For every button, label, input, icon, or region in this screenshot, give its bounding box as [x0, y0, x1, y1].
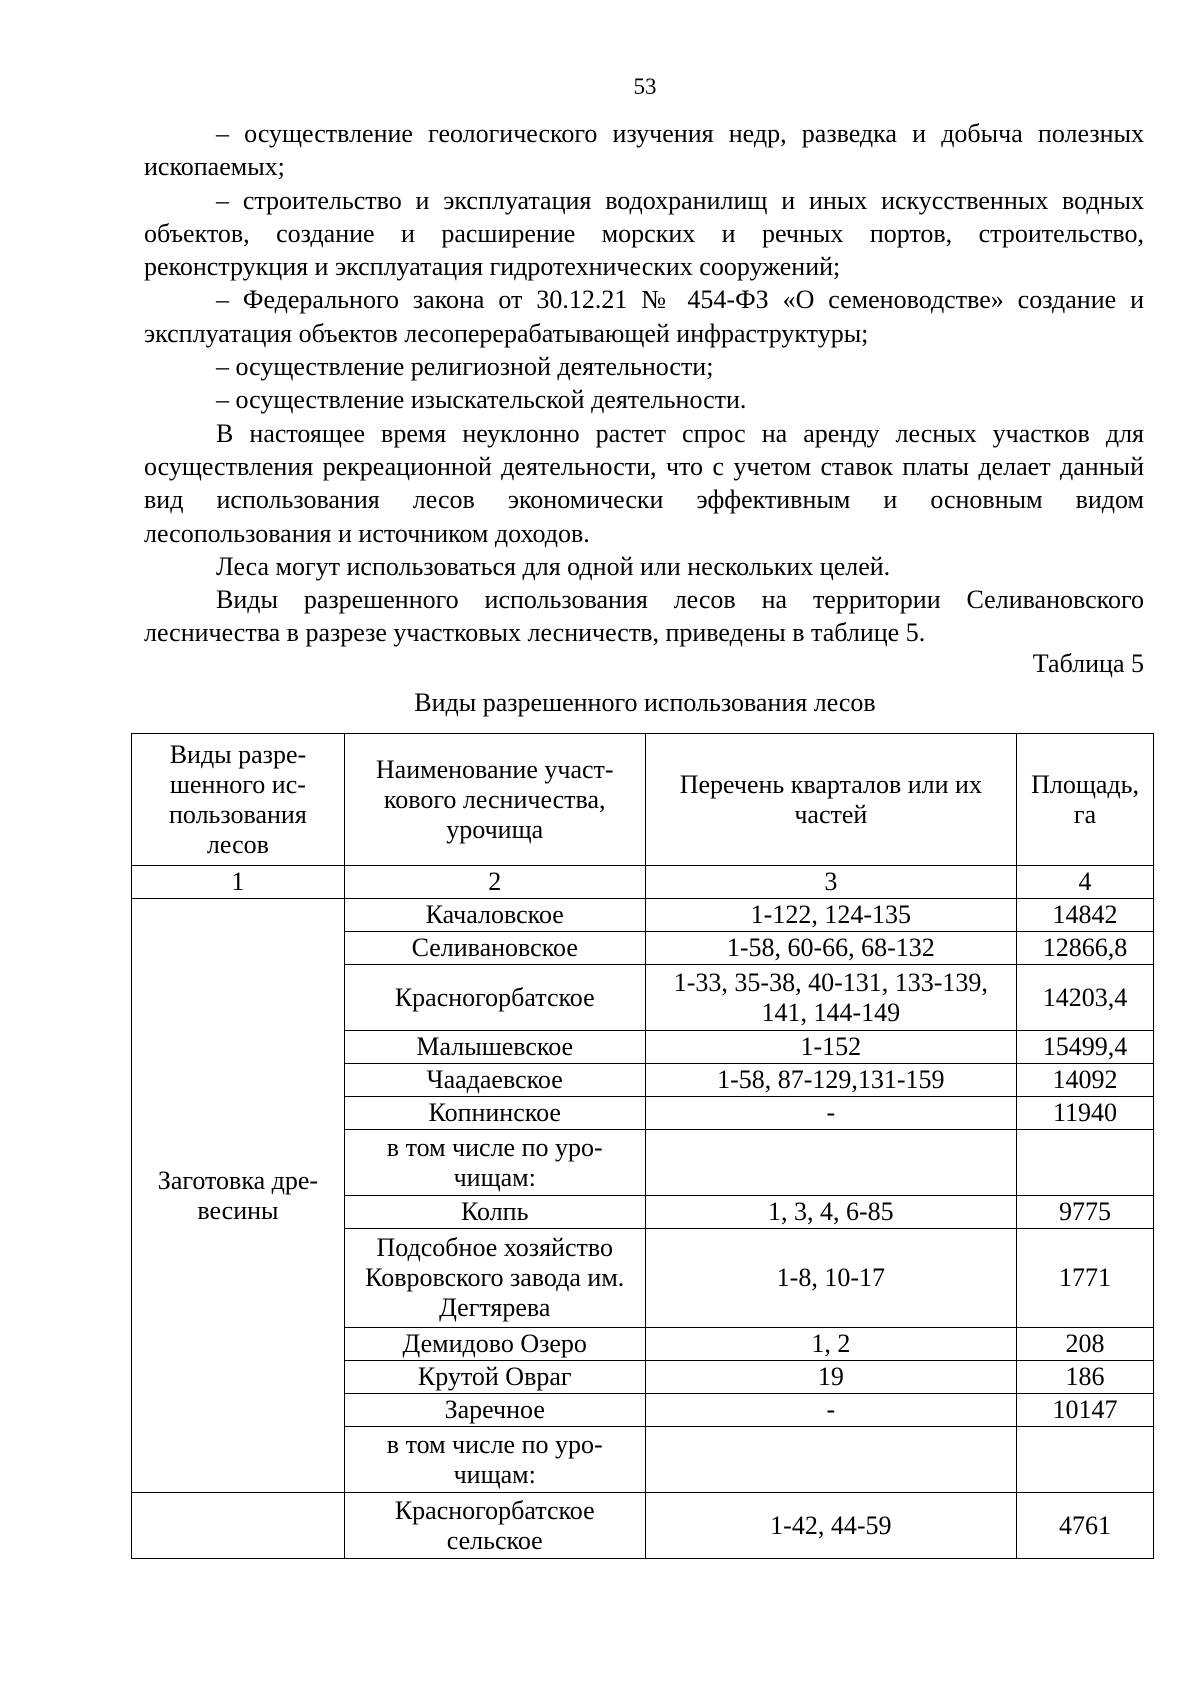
quarters: 1, 3, 4, 6-85 [645, 1196, 1016, 1229]
use-type-cell: Заготовка дре-весины [132, 899, 345, 1493]
area: 14092 [1017, 1064, 1154, 1097]
area: 186 [1017, 1361, 1154, 1394]
forestry-name: Колпь [344, 1196, 645, 1229]
quarters [645, 1130, 1016, 1196]
forestry-name: Красногорбатское сельское [344, 1493, 645, 1559]
forestry-name: Чаадаевское [344, 1064, 645, 1097]
quarters: - [645, 1097, 1016, 1130]
forestry-name: Крутой Овраг [344, 1361, 645, 1394]
quarters: 19 [645, 1361, 1016, 1394]
quarters: - [645, 1394, 1016, 1427]
header-cell: Наименование участ-кового лесничества, урочища [344, 734, 645, 866]
paragraph: – осуществление геологического изучения недр, разведка и добыча полезных ископаемых; [144, 119, 1144, 182]
quarters: 1-33, 35-38, 40-131, 133-139, 141, 144-149 [645, 965, 1016, 1031]
forestry-name: Подсобное хозяйство Ковровского завода им. Дегтярева [344, 1229, 645, 1328]
area: 14203,4 [1017, 965, 1154, 1031]
header-row [132, 734, 1154, 866]
column-number: 3 [645, 866, 1016, 899]
area [1017, 1130, 1154, 1196]
forestry-name: Малышевское [344, 1031, 645, 1064]
header-cell: Перечень кварталов или их частей [645, 734, 1016, 866]
quarters: 1, 2 [645, 1328, 1016, 1361]
area: 10147 [1017, 1394, 1154, 1427]
area: 208 [1017, 1328, 1154, 1361]
forestry-name: в том числе по уро-чищам: [344, 1130, 645, 1196]
use-type-cell [132, 1493, 345, 1559]
forestry-name: в том числе по уро-чищам: [344, 1427, 645, 1493]
area: 12866,8 [1017, 932, 1154, 965]
table-title: Виды разрешенного использования лесов [414, 688, 876, 717]
quarters: 1-8, 10-17 [645, 1229, 1016, 1328]
area: 14842 [1017, 899, 1154, 932]
table-row [132, 1493, 1154, 1559]
area: 1771 [1017, 1229, 1154, 1328]
paragraph: – осуществление изыскательской деятельности. [216, 385, 747, 415]
area: 4761 [1017, 1493, 1154, 1559]
area: 11940 [1017, 1097, 1154, 1130]
quarters: 1-122, 124-135 [645, 899, 1016, 932]
paragraph: Леса могут использоваться для одной или нескольких целей. [216, 551, 891, 581]
body-text [144, 117, 1144, 650]
paragraph: Виды разрешенного использования лесов на территории Селивановского лесничества в разрезе участковых лесничеств, приведены в таблице 5. [144, 585, 1144, 648]
column-number: 2 [344, 866, 645, 899]
quarters: 1-152 [645, 1031, 1016, 1064]
quarters [645, 1427, 1016, 1493]
quarters: 1-42, 44-59 [645, 1493, 1016, 1559]
forestry-name: Заречное [344, 1394, 645, 1427]
header-cell: Площадь, га [1017, 734, 1154, 866]
area: 9775 [1017, 1196, 1154, 1229]
quarters: 1-58, 60-66, 68-132 [645, 932, 1016, 965]
header-cell: Виды разре-шенного ис-пользования лесов [132, 734, 345, 866]
paragraph: В настоящее время неуклонно растет спрос на аренду лесных участков для осуществления рекреационной деятельности, что с учетом ставок платы делает данный вид использования лесов экономически эффективным и основным видом лесопользования и источником доходов. [144, 418, 1144, 548]
table-row [132, 899, 1154, 932]
table-caption: Таблица 5 [1032, 649, 1144, 678]
paragraph: – осуществление религиозной деятельности; [216, 352, 714, 382]
area [1017, 1427, 1154, 1493]
forestry-name: Красногорбатское [344, 965, 645, 1031]
forestry-name: Демидово Озеро [344, 1328, 645, 1361]
page-number: 53 [633, 74, 657, 99]
area: 15499,4 [1017, 1031, 1154, 1064]
column-number: 4 [1017, 866, 1154, 899]
paragraph: – Федерального закона от 30.12.21 № 454-ФЗ «О семеноводстве» создание и эксплуатация объектов лесоперерабатывающей инфраструктуры; [144, 285, 1144, 348]
paragraph: – строительство и эксплуатация водохранилищ и иных искусственных водных объектов, создание и расширение морских и речных портов, строительство, реконструкция и эксплуатация гидротехнических сооружений; [144, 185, 1144, 282]
forestry-name: Селивановское [344, 932, 645, 965]
column-number: 1 [132, 866, 345, 899]
column-number-row [132, 866, 1154, 899]
quarters: 1-58, 87-129,131-159 [645, 1064, 1016, 1097]
forest-use-table [131, 733, 1154, 1559]
forestry-name: Копнинское [344, 1097, 645, 1130]
forestry-name: Качаловское [344, 899, 645, 932]
